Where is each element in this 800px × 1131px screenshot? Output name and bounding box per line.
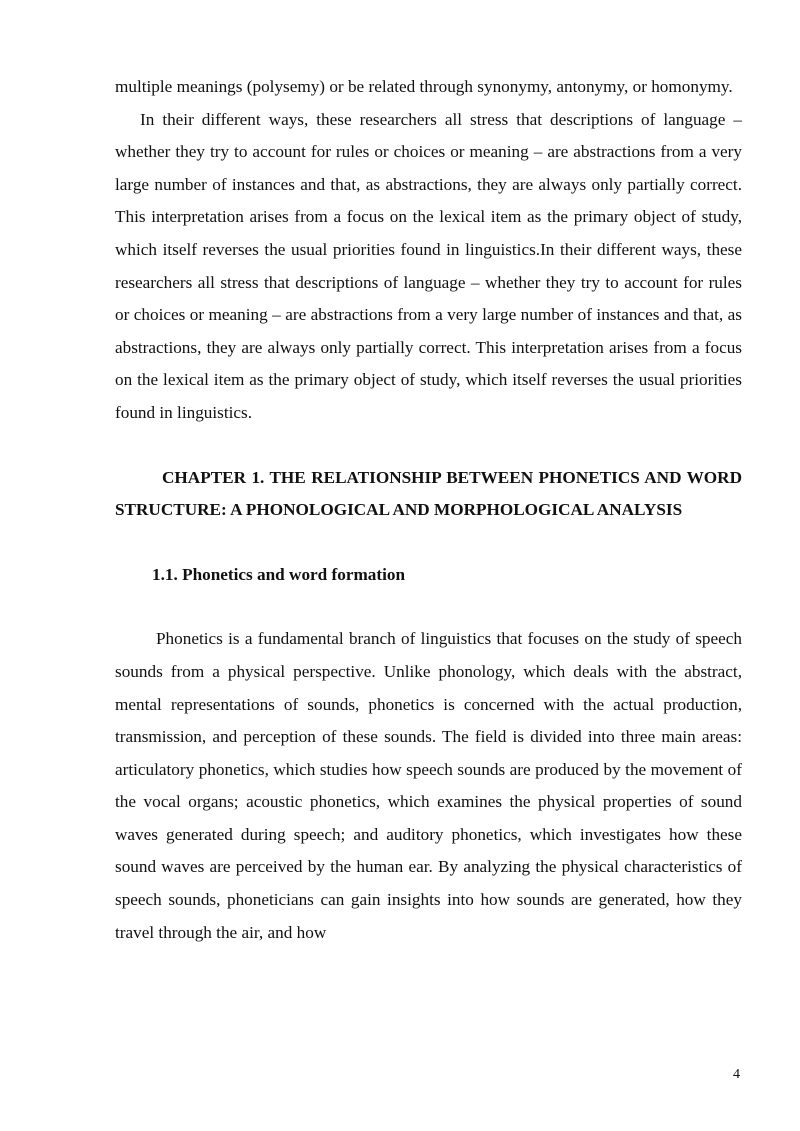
section-spacer xyxy=(115,591,742,623)
paragraph-phonetics: Phonetics is a fundamental branch of linguistics that focuses on the study of speech sounds from a physical perspective. Unlike phonology, which deals with the abstract, mental representations of sounds, phonetics is concerned with the actual production, transmission, and perception of these sounds. The field is divided into three main areas: articulatory phonetics, which studies how speech sounds are produced by the movement of the vocal organs; acoustic phonetics, which examines the physical properties of sound waves generated during speech; and auditory phonetics, which investigates how these sound waves are perceived by the human ear. By analyzing the physical characteristics of speech sounds, phoneticians can gain insights into how sounds are generated, how they travel through the air, and how xyxy=(115,629,742,942)
page-number: 4 xyxy=(733,1067,740,1082)
paragraph-researchers: In their different ways, these researchers all stress that descriptions of language – whether they try to account for rules or choices or meaning – are abstractions from a very large number of instances and that, as abstractions, they are always only partially correct. This interpretation arises from a focus on the lexical item as the primary object of study, which itself reverses the usual priorities found in linguistics.In their different ways, these researchers all stress that descriptions of language – whether they try to account for rules or choices or meaning – are abstractions from a very large number of instances and that, as abstractions, they are always only partially correct. This interpretation arises from a focus on the lexical item as the primary object of study, which itself reverses the usual priorities found in linguistics. xyxy=(115,109,742,422)
section-heading: 1.1. Phonetics and word formation xyxy=(152,564,406,584)
page-body xyxy=(115,71,742,949)
chapter-heading: CHAPTER 1. THE RELATIONSHIP BETWEEN PHONETICS AND WORD STRUCTURE: A PHONOLOGICAL AND MORPHOLOGICAL ANALYSIS xyxy=(115,467,742,520)
paragraph-continuation: multiple meanings (polysemy) or be related through synonymy, antonymy, or homonymy. xyxy=(115,77,733,96)
